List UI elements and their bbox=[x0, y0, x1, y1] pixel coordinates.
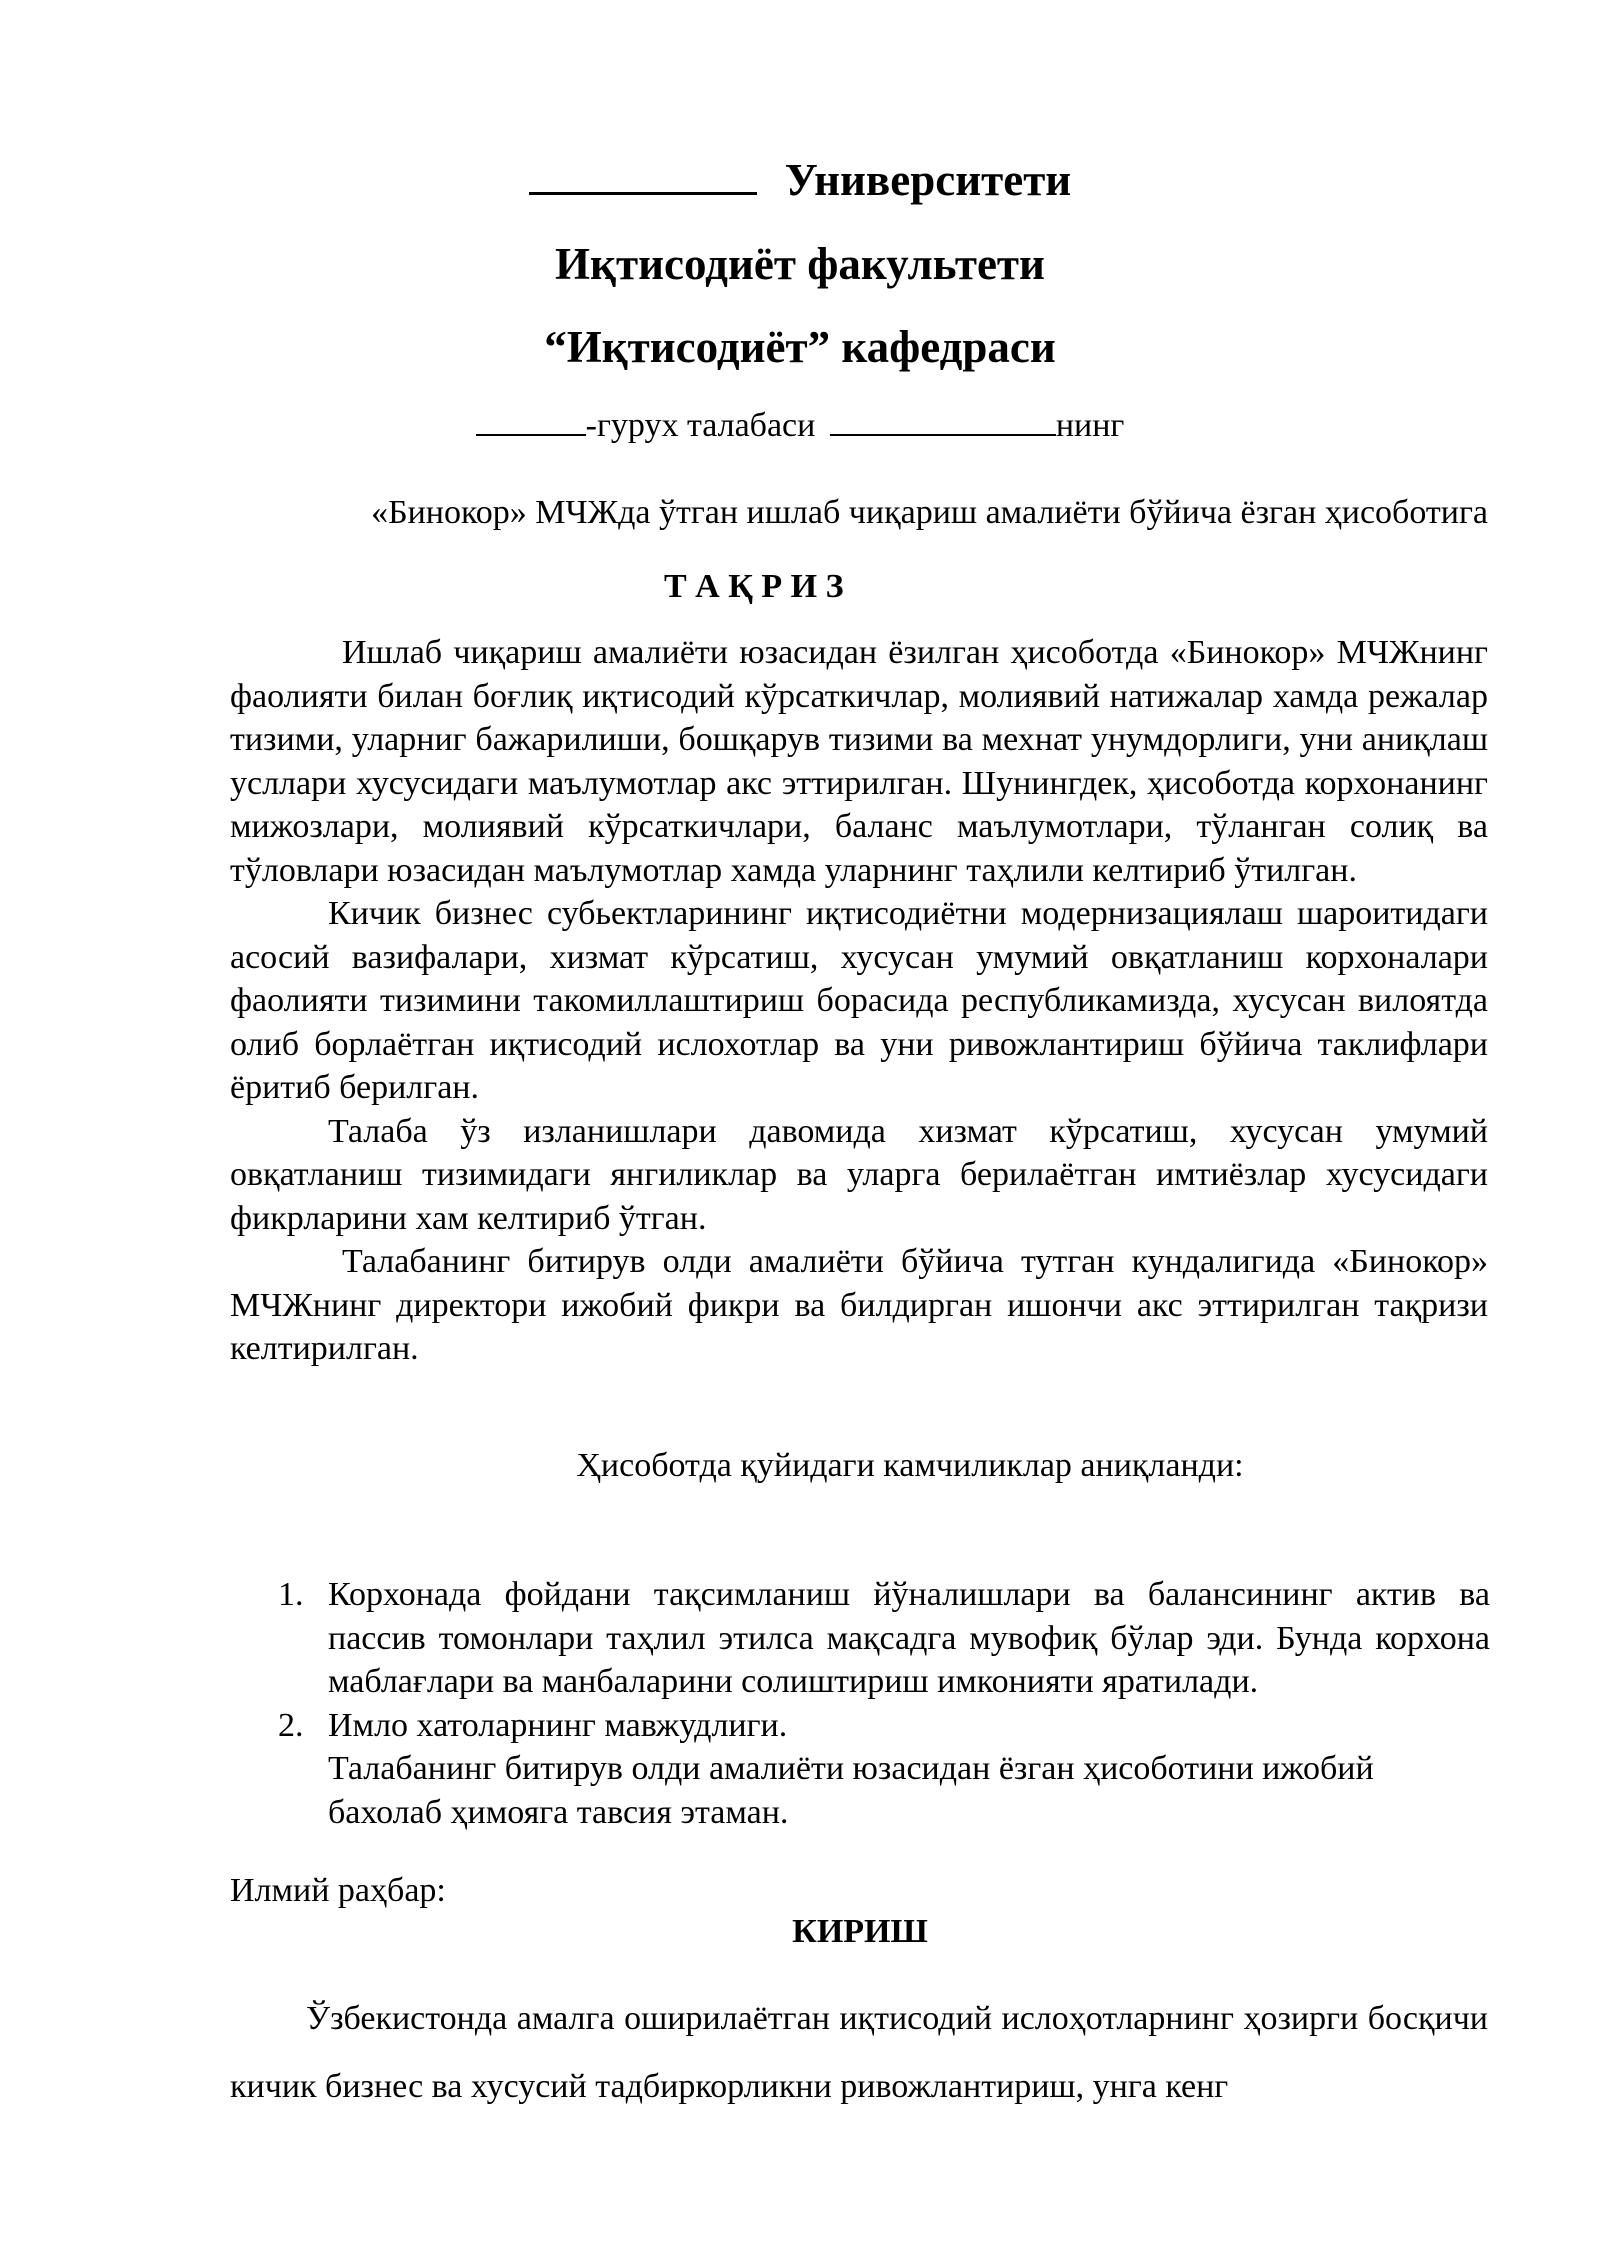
review-paragraph-1: Ишлаб чиқариш амалиёти юзасидан ёзилган ҳисоботда «Бинокор» МЧЖнинг фаолияти билан боғлиқ иқтисодий кўрсаткичлар, молиявий натижалар хамда режалар тизими, уларниг бажарилиши, бошқарув тизими ва мехнат унумдорлиги, уни аниқлаш усллари хусусидаги маълумотлар акс эттирилган. Шунингдек, ҳисоботда корхонанинг мижозлари, молиявий кўрсаткичлари, баланс маълумотлари, тўланган солиқ ва тўловлари юзасидан маълумотлар хамда уларнинг таҳлили келтириб ўтилган. bbox=[230, 634, 1488, 889]
review-paragraph-2: Кичик бизнес субьектларининг иқтисодиётни модернизациялаш шароитидаги асосий вазифалари, хизмат кўрсатиш, хусусан умумий овқатланиш корхоналари фаолияти тизимини такомиллаштириш борасида республикамизда, хусусан вилоятда олиб борлаётган иқтисодий ислохотлар ва уни ривожлантириш бўйича таклифлари ёритиб берилган. bbox=[230, 895, 1488, 1106]
student-line bbox=[0, 404, 1600, 448]
faculty-title: Иқтисодиёт факультети bbox=[555, 239, 1045, 289]
list-item-number: 2. bbox=[278, 1706, 304, 1744]
shortcomings-list bbox=[270, 1573, 1490, 1834]
review-paragraph-4: Талабанинг битирув олди амалиёти бўйича тутган кундалигида «Бинокор» МЧЖнинг директори ижобий фикри ва билдирган ишончи акс эттирилган тақризи келтирилган. bbox=[230, 1243, 1488, 1367]
list-item bbox=[270, 1704, 1490, 1748]
department-title: “Иқтисодиёт” кафедраси bbox=[544, 322, 1056, 372]
list-item-number: 1. bbox=[278, 1576, 304, 1613]
shortcomings-heading: Ҳисоботда қуйидаги камчиликлар аниқланди: bbox=[576, 1447, 1244, 1484]
student-name-blank bbox=[830, 404, 1056, 436]
university-label: Университети bbox=[784, 155, 1072, 205]
university-line bbox=[0, 152, 1600, 208]
review-paragraph-3: Талаба ўз изланишлари давомида хизмат кўрсатиш, хусусан умумий овқатланиш тизимидаги янгиликлар ва уларга берилаётган имтиёзлар хусусидаги фикрларини хам келтириб ўтган. bbox=[230, 1112, 1488, 1237]
list-item-text: Корхонада фойдани тақсимланиш йўналишлари ва балансининг актив ва пассив томонлари таҳлил этилса мақсадга мувофиқ бўлар эди. Бунда корхона маблағлари ва манбаларини солиштириш имконияти яратилади. bbox=[328, 1576, 1490, 1700]
review-title: Т А Қ Р И З bbox=[664, 568, 844, 605]
student-suffix: нинг bbox=[1055, 407, 1125, 444]
university-name-blank bbox=[529, 152, 757, 195]
recommendation-text: Талабанинг битирув олди амалиёти юзасидан ёзган ҳисоботини ижобий бахолаб ҳимояга тавсия этаман. bbox=[328, 1750, 1374, 1831]
list-item-text: Имло хатоларнинг мавжудлиги. bbox=[328, 1706, 788, 1744]
introduction-text: Ўзбекистонда амалга оширилаётган иқтисодий ислоҳотларнинг ҳозирги босқичи кичик бизнес ва хусусий тадбиркорликни ривожлантириш, унга кенг bbox=[230, 2000, 1488, 2105]
group-blank bbox=[476, 404, 586, 436]
introduction-title: КИРИШ bbox=[792, 1913, 928, 1950]
report-subject: «Бинокор» МЧЖда ўтган ишлаб чиқариш амалиёти бўйича ёзган ҳисоботига bbox=[371, 494, 1488, 531]
review-body bbox=[230, 631, 1488, 1371]
supervisor-label: Илмий раҳбар: bbox=[230, 1872, 446, 1909]
list-item bbox=[270, 1573, 1490, 1704]
student-group-label: -гурух талабаси bbox=[585, 407, 816, 444]
